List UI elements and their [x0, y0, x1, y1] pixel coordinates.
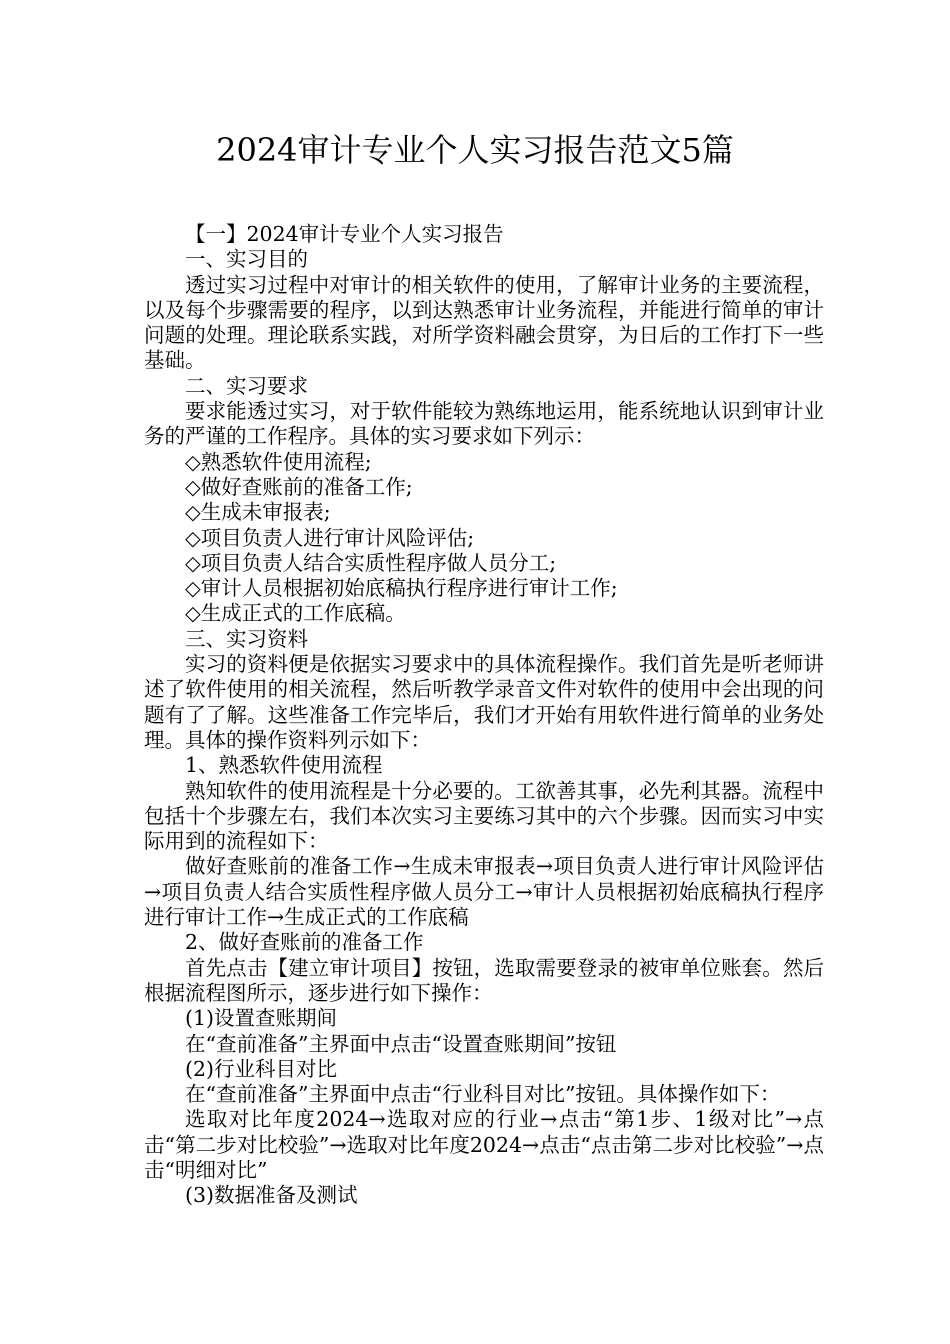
list-item: ◇生成未审报表; [185, 500, 331, 525]
paragraph-materials: 实习的资料便是依据实习要求中的具体流程操作。我们首先是听老师讲述了软件使用的相关流程，然后听教学录音文件对软件的使用中会出现的问题有了了解。这些准备工作完毕后，我们才开始有用软件进行简单的业务处理。具体的操作资料列示如下： [144, 652, 824, 752]
paragraph-step-3: (3)数据准备及测试 [185, 1183, 358, 1208]
list-item: ◇熟悉软件使用流程; [185, 449, 372, 474]
document-title: 2024审计专业个人实习报告范文5篇 [216, 131, 734, 169]
paragraph-heading-purpose: 一、实习目的 [185, 247, 308, 272]
paragraph-subheading-1: 1、熟悉软件使用流程 [185, 753, 383, 778]
paragraph-software-flow: 熟知软件的使用流程是十分必要的。工欲善其事，必先利其器。流程中包括十个步骤左右，我们本次实习主要练习其中的六个步骤。因而实习中实际用到的流程如下： [144, 778, 824, 854]
paragraph-step-1-detail: 在“查前准备”主界面中点击“设置查账期间”按钮 [185, 1031, 617, 1056]
paragraph-section-heading: 【一】2024审计专业个人实习报告 [185, 222, 504, 246]
paragraph-step-2-sequence: 选取对比年度2024→选取对应的行业→点击“第1步、1级对比”→点击“第二步对比校验”→选取对比年度2024→点击“点击第二步对比校验”→点击“明细对比” [144, 1107, 824, 1182]
paragraph-heading-requirements: 二、实习要求 [185, 373, 308, 398]
paragraph-step-1: (1)设置查账期间 [185, 1006, 338, 1031]
paragraph-setup: 首先点击【建立审计项目】按钮，选取需要登录的被审单位账套。然后根据流程图所示，逐步进行如下操作： [144, 955, 824, 1005]
list-item: ◇做好查账前的准备工作; [185, 474, 413, 499]
paragraph-subheading-2: 2、做好查账前的准备工作 [185, 930, 424, 955]
paragraph-step-2: (2)行业科目对比 [185, 1056, 338, 1081]
list-item: ◇项目负责人结合实质性程序做人员分工; [185, 550, 557, 575]
paragraph-heading-materials: 三、实习资料 [185, 626, 308, 651]
paragraph-step-2-detail: 在“查前准备”主界面中点击“行业科目对比”按钮。具体操作如下： [185, 1082, 781, 1107]
list-item: ◇审计人员根据初始底稿执行程序进行审计工作; [185, 576, 618, 601]
paragraph-requirements: 要求能透过实习，对于软件能较为熟练地运用，能系统地认识到审计业务的严谨的工作程序。具体的实习要求如下列示： [144, 399, 824, 449]
paragraph-purpose: 透过实习过程中对审计的相关软件的使用，了解审计业务的主要流程，以及每个步骤需要的程序，以到达熟悉审计业务流程，并能进行简单的审计问题的处理。理论联系实践，对所学资料融会贯穿，为日后的工作打下一些基础。 [144, 272, 824, 373]
list-item: ◇生成正式的工作底稿。 [185, 601, 406, 626]
paragraph-flow-steps: 做好查账前的准备工作→生成未审报表→项目负责人进行审计风险评估→项目负责人结合实质性程序做人员分工→审计人员根据初始底稿执行程序进行审计工作→生成正式的工作底稿 [144, 854, 824, 930]
document-body [144, 222, 824, 1209]
list-item: ◇项目负责人进行审计风险评估; [185, 525, 475, 550]
